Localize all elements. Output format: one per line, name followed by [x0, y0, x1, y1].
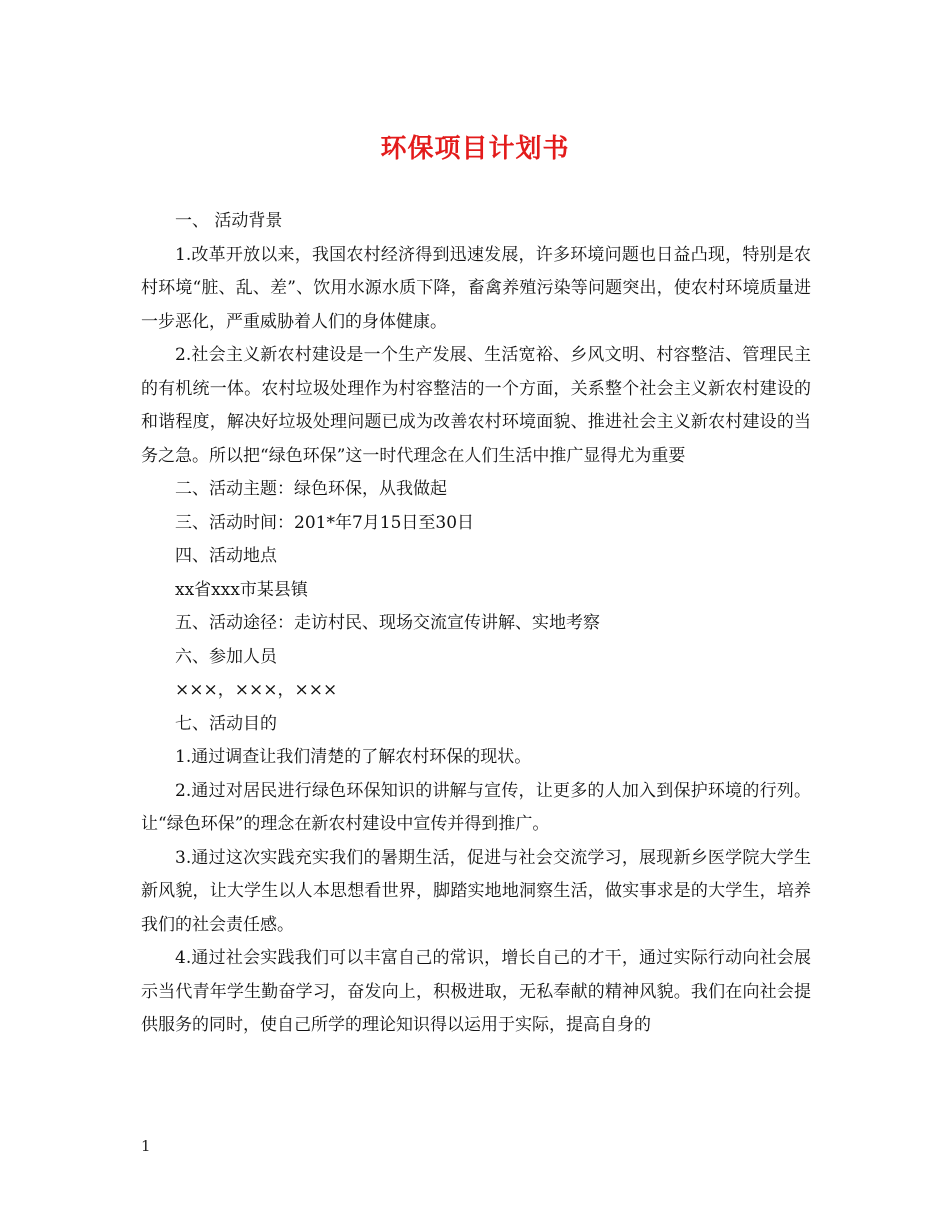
purpose-item-4: 4.通过社会实践我们可以丰富自己的常识，增长自己的才干，通过实际行动向社会展示当代青年学生勤奋学习，奋发向上，积极进取，无私奉献的精神风貌。我们在向社会提供服务的同时，使自己所学的理论知识得以运用于实际，提高自身的	[141, 948, 811, 1035]
document-title: 环保项目计划书	[380, 134, 570, 164]
section-heading-background: 一、 活动背景	[175, 211, 283, 231]
purpose-item-3: 3.通过这次实践充实我们的暑期生活，促进与社会交流学习，展现新乡医学院大学生新风貌，让大学生以人本思想看世界，脚踏实地地洞察生活，做实事求是的大学生，培养我们的社会责任感。	[141, 847, 811, 935]
page-number: 1	[141, 1137, 151, 1155]
section-heading-time: 三、活动时间：201*年7月15日至30日	[175, 512, 475, 533]
paragraph-background-2: 2.社会主义新农村建设是一个生产发展、生活宽裕、乡风文明、村容整洁、管理民主的有机统一体。农村垃圾处理作为村容整洁的一个方面，关系整个社会主义新农村建设的和谐程度，解决好垃圾处理问题已成为改善农村环境面貌、推进社会主义新农村建设的当务之急。所以把“绿色环保”这一时代理念在人们生活中推广显得尤为重要	[141, 345, 811, 466]
document-body	[141, 205, 811, 1043]
location-value: xx省xxx市某县镇	[175, 579, 308, 600]
section-heading-participants: 六、参加人员	[175, 646, 277, 667]
paragraph-background-1: 1.改革开放以来，我国农村经济得到迅速发展，许多环境问题也日益凸现，特别是农村环境“脏、乱、差”、饮用水源水质下降，畜禽养殖污染等问题突出，使农村环境质量进一步恶化，严重威胁着人们的身体健康。	[141, 244, 811, 332]
purpose-item-1: 1.通过调查让我们清楚的了解农村环保的现状。	[175, 747, 532, 767]
section-heading-theme: 二、活动主题：绿色环保，从我做起	[175, 479, 447, 499]
purpose-item-2: 2.通过对居民进行绿色环保知识的讲解与宣传，让更多的人加入到保护环境的行列。让“绿色环保”的理念在新农村建设中宣传并得到推广。	[141, 780, 811, 834]
participants-value: ×××，×××，×××	[175, 680, 338, 700]
section-heading-location: 四、活动地点	[175, 546, 277, 566]
section-heading-approach: 五、活动途径：走访村民、现场交流宣传讲解、实地考察	[175, 613, 600, 633]
section-heading-purpose: 七、活动目的	[175, 713, 277, 734]
